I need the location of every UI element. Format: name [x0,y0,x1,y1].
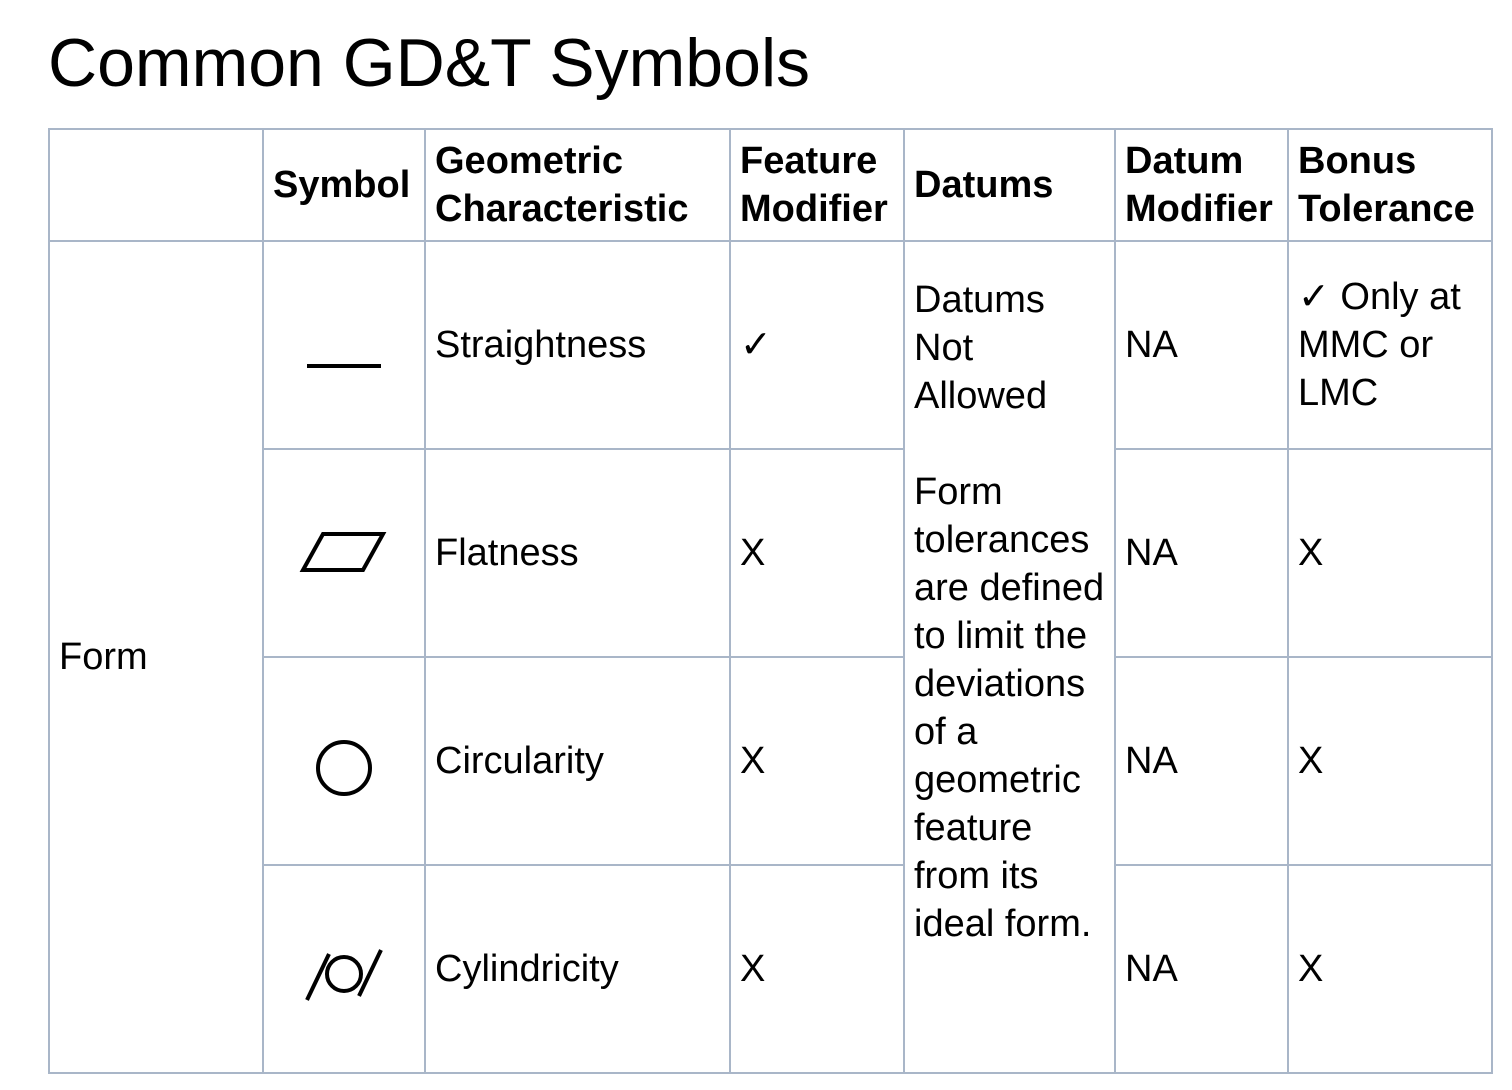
header-characteristic-line2: Characteristic [435,188,689,230]
bonus-tolerance-cell: ✓ Only at MMC or LMC [1288,241,1492,449]
characteristic-cell: Circularity [425,657,730,865]
bonus-tolerance-cell: X [1288,657,1492,865]
header-characteristic-line1: Geometric [435,140,623,182]
flatness-icon [299,508,389,598]
feature-modifier-cell: X [730,449,904,657]
header-symbol: Symbol [263,129,425,241]
table-row [49,449,1492,657]
symbol-cell [263,449,425,657]
header-category [49,129,263,241]
header-feature-modifier [730,129,904,241]
header-datum-modifier-line2: Modifier [1125,188,1273,230]
header-bonus-tolerance [1288,129,1492,241]
bonus-tolerance-cell: X [1288,449,1492,657]
datum-modifier-cell: NA [1115,657,1288,865]
header-datum-modifier [1115,129,1288,241]
header-row [49,129,1492,241]
characteristic-cell: Straightness [425,241,730,449]
datum-modifier-cell: NA [1115,449,1288,657]
datums-cell [904,241,1115,1073]
table-row [49,865,1492,1073]
symbol-cell [263,241,425,449]
bonus-tolerance-cell: X [1288,865,1492,1073]
characteristic-cell: Cylindricity [425,865,730,1073]
gdt-symbols-table [48,128,1493,1074]
header-feature-modifier-line1: Feature [740,140,878,182]
table-row [49,241,1492,449]
characteristic-cell: Flatness [425,449,730,657]
page-title: Common GD&T Symbols [48,25,811,101]
header-geometric-characteristic [425,129,730,241]
header-bonus-tolerance-line1: Bonus [1298,140,1417,182]
datums-note-not-allowed: Datums Not Allowed [914,279,1048,417]
table-row [49,657,1492,865]
feature-modifier-cell: X [730,657,904,865]
circularity-icon [299,716,389,806]
cylindricity-icon [299,924,389,1014]
header-datum-modifier-line1: Datum [1125,140,1244,182]
feature-modifier-cell: X [730,865,904,1073]
datums-note-form-tolerances: Form tolerances are defined to limit the deviations of a geometric feature from its ideal form. [914,471,1105,945]
header-bonus-tolerance-line2: Tolerance [1298,188,1475,230]
feature-modifier-cell: ✓ [730,241,904,449]
datum-modifier-cell: NA [1115,241,1288,449]
symbol-cell [263,657,425,865]
straightness-icon [299,300,389,390]
header-feature-modifier-line2: Modifier [740,188,888,230]
symbol-cell [263,865,425,1073]
datum-modifier-cell: NA [1115,865,1288,1073]
header-datums: Datums [904,129,1115,241]
category-form: Form [49,241,263,1073]
